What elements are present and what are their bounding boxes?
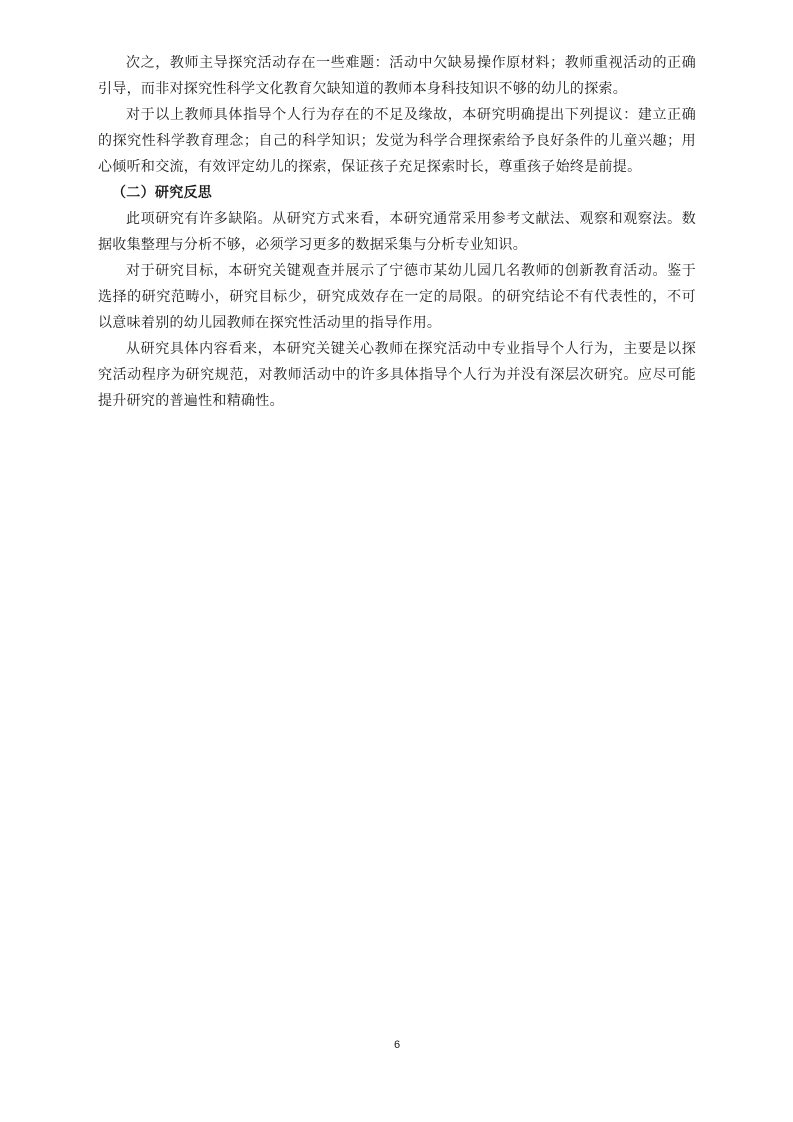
document-page: [98, 0, 696, 1122]
paragraph-research-method: 此项研究有许多缺陷。从研究方式来看，本研究通常采用参考文献法、观察和观察法。数据收集整理与分析不够，必须学习更多的数据采集与分析专业知识。: [98, 211, 696, 253]
paragraph-research-content: 从研究具体内容看来，本研究关键关心教师在探究活动中专业指导个人行为，主要是以探究活动程序为研究规范，对教师活动中的许多具体指导个人行为并没有深层次研究。应尽可能提升研究的普遍性和精确性。: [98, 341, 696, 409]
paragraph-research-target: 对于研究目标，本研究关键观查并展示了宁德市某幼儿园几名教师的创新教育活动。鉴于选择的研究范畴小，研究目标少，研究成效存在一定的局限。的研究结论不有代表性的，不可以意味着别的幼儿园教师在探究性活动里的指导作用。: [98, 263, 696, 331]
paragraph-suggestions: 对于以上教师具体指导个人行为存在的不足及缘故，本研究明确提出下列提议：建立正确的探究性科学教育理念；自己的科学知识；发觉为科学合理探索给予良好条件的儿童兴趣；用心倾听和交流，有效评定幼儿的探索，保证孩子充足探索时长，尊重孩子始终是前提。: [98, 107, 696, 175]
document-body: [98, 50, 696, 414]
page-number: 6: [393, 1039, 401, 1051]
section-heading-research-reflection: （二）研究反思: [112, 185, 213, 201]
paragraph-teacher-difficulties: 次之，教师主导探究活动存在一些难题：活动中欠缺易操作原材料；教师重视活动的正确引导，而非对探究性科学文化教育欠缺知道的教师本身科技知识不够的幼儿的探索。: [98, 55, 696, 97]
